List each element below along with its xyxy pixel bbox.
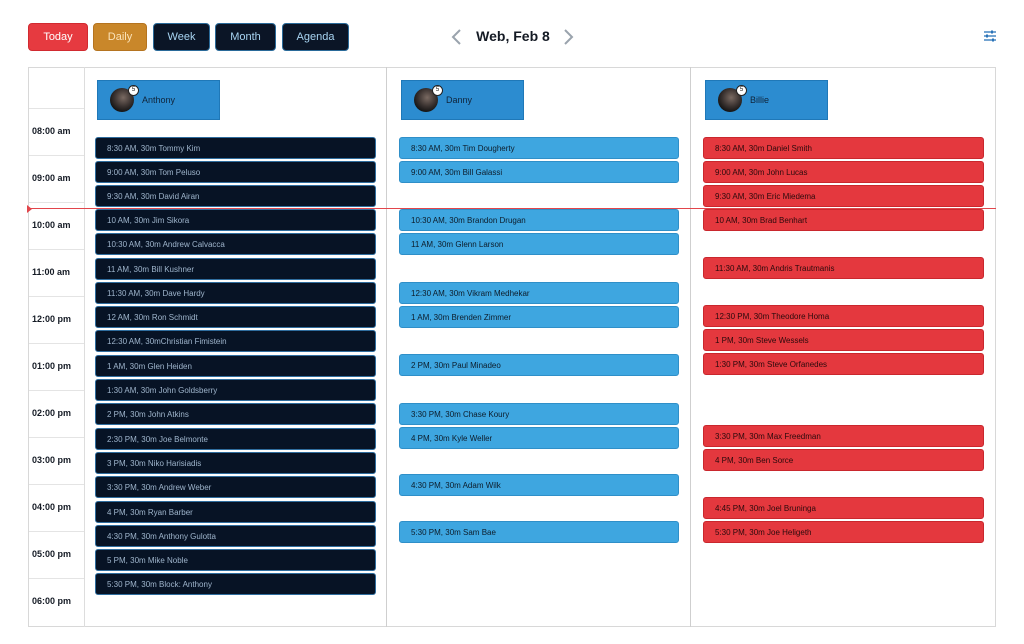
hour-divider xyxy=(29,390,84,391)
event-block[interactable]: 1 AM, 30m Brenden Zimmer xyxy=(399,306,679,328)
hour-label: 06:00 pm xyxy=(32,596,72,606)
event-block[interactable]: 8:30 AM, 30m Tim Dougherty xyxy=(399,137,679,159)
event-block[interactable]: 10:30 AM, 30m Brandon Drugan xyxy=(399,209,679,231)
event-block[interactable]: 1:30 PM, 30m Steve Orfanedes xyxy=(703,353,984,375)
event-block[interactable]: 12:30 PM, 30m Theodore Homa xyxy=(703,305,984,327)
hour-divider xyxy=(29,296,84,297)
hour-divider xyxy=(29,202,84,203)
event-block[interactable]: 11:30 AM, 30m Dave Hardy xyxy=(95,282,376,304)
hour-label: 05:00 pm xyxy=(32,549,72,559)
resource-header-danny[interactable] xyxy=(401,80,524,120)
event-block[interactable]: 5:30 PM, 30m Sam Bae xyxy=(399,521,679,543)
resource-name: Anthony xyxy=(142,95,176,105)
current-time-marker xyxy=(27,205,32,213)
avatar-badge: 5 xyxy=(736,85,747,96)
agenda-view-button[interactable]: Agenda xyxy=(282,23,349,51)
event-block[interactable]: 8:30 AM, 30m Tommy Kim xyxy=(95,137,376,159)
hour-label: 10:00 am xyxy=(32,220,71,230)
event-block[interactable]: 10:30 AM, 30m Andrew Calvacca xyxy=(95,233,376,255)
chevron-right-icon[interactable] xyxy=(558,26,578,48)
resource-name: Billie xyxy=(750,95,770,105)
resource-header-anthony[interactable] xyxy=(97,80,220,120)
avatar-badge: 5 xyxy=(432,85,443,96)
event-block[interactable]: 9:30 AM, 30m David Airan xyxy=(95,185,376,207)
hour-divider xyxy=(29,437,84,438)
hour-label: 08:00 am xyxy=(32,126,71,136)
event-block[interactable]: 8:30 AM, 30m Daniel Smith xyxy=(703,137,984,159)
event-block[interactable]: 3 PM, 30m Niko Harisiadis xyxy=(95,452,376,474)
hour-divider xyxy=(29,531,84,532)
today-button[interactable]: Today xyxy=(28,23,88,51)
resource-name: Danny xyxy=(446,95,473,105)
event-block[interactable]: 5:30 PM, 30m Block: Anthony xyxy=(95,573,376,595)
event-block[interactable]: 4:30 PM, 30m Anthony Gulotta xyxy=(95,525,376,547)
event-block[interactable]: 12:30 AM, 30mChristian Fimistein xyxy=(95,330,376,352)
hour-label: 09:00 am xyxy=(32,173,71,183)
event-block[interactable]: 4:30 PM, 30m Adam Wilk xyxy=(399,474,679,496)
hour-label: 11:00 am xyxy=(32,267,71,277)
event-block[interactable]: 3:30 PM, 30m Chase Koury xyxy=(399,403,679,425)
column-divider xyxy=(386,67,387,627)
hour-divider xyxy=(29,484,84,485)
daily-view-button[interactable]: Daily xyxy=(93,23,147,51)
event-block[interactable]: 5 PM, 30m Mike Noble xyxy=(95,549,376,571)
hour-divider xyxy=(29,578,84,579)
hour-divider xyxy=(29,343,84,344)
event-block[interactable]: 9:00 AM, 30m Bill Galassi xyxy=(399,161,679,183)
time-gutter xyxy=(28,67,85,627)
chevron-left-icon[interactable] xyxy=(447,26,467,48)
hour-label: 03:00 pm xyxy=(32,455,72,465)
event-block[interactable]: 4:45 PM, 30m Joel Bruninga xyxy=(703,497,984,519)
event-block[interactable]: 2:30 PM, 30m Joe Belmonte xyxy=(95,428,376,450)
avatar xyxy=(718,88,742,112)
event-block[interactable]: 10 AM, 30m Jim Sikora xyxy=(95,209,376,231)
sliders-icon[interactable] xyxy=(983,29,997,43)
hour-label: 02:00 pm xyxy=(32,408,72,418)
current-time-line xyxy=(30,208,996,209)
event-block[interactable]: 9:00 AM, 30m Tom Peluso xyxy=(95,161,376,183)
avatar xyxy=(414,88,438,112)
event-block[interactable]: 11 AM, 30m Glenn Larson xyxy=(399,233,679,255)
hour-divider xyxy=(29,108,84,109)
event-block[interactable]: 12 AM, 30m Ron Schmidt xyxy=(95,306,376,328)
week-view-button[interactable]: Week xyxy=(153,23,210,51)
event-block[interactable]: 1 PM, 30m Steve Wessels xyxy=(703,329,984,351)
event-block[interactable]: 11 AM, 30m Bill Kushner xyxy=(95,258,376,280)
month-view-button[interactable]: Month xyxy=(215,23,276,51)
event-block[interactable]: 1 AM, 30m Glen Heiden xyxy=(95,355,376,377)
avatar-badge: 5 xyxy=(128,85,139,96)
event-block[interactable]: 2 PM, 30m Paul Minadeo xyxy=(399,354,679,376)
event-block[interactable]: 3:30 PM, 30m Andrew Weber xyxy=(95,476,376,498)
hour-label: 04:00 pm xyxy=(32,502,72,512)
current-date-title: Web, Feb 8 xyxy=(476,28,550,44)
event-block[interactable]: 10 AM, 30m Brad Benhart xyxy=(703,209,984,231)
avatar xyxy=(110,88,134,112)
event-block[interactable]: 4 PM, 30m Ben Sorce xyxy=(703,449,984,471)
event-block[interactable]: 3:30 PM, 30m Max Freedman xyxy=(703,425,984,447)
resource-header-billie[interactable] xyxy=(705,80,828,120)
hour-divider xyxy=(29,155,84,156)
event-block[interactable]: 9:00 AM, 30m John Lucas xyxy=(703,161,984,183)
event-block[interactable]: 4 PM, 30m Ryan Barber xyxy=(95,501,376,523)
hour-label: 01:00 pm xyxy=(32,361,72,371)
event-block[interactable]: 5:30 PM, 30m Joe Heligeth xyxy=(703,521,984,543)
column-divider xyxy=(690,67,691,627)
event-block[interactable]: 11:30 AM, 30m Andris Trautmanis xyxy=(703,257,984,279)
event-block[interactable]: 4 PM, 30m Kyle Weller xyxy=(399,427,679,449)
event-block[interactable]: 12:30 AM, 30m Vikram Medhekar xyxy=(399,282,679,304)
event-block[interactable]: 9:30 AM, 30m Eric Miedema xyxy=(703,185,984,207)
hour-label: 12:00 pm xyxy=(32,314,72,324)
event-block[interactable]: 2 PM, 30m John Atkins xyxy=(95,403,376,425)
hour-divider xyxy=(29,249,84,250)
event-block[interactable]: 1:30 AM, 30m John Goldsberry xyxy=(95,379,376,401)
